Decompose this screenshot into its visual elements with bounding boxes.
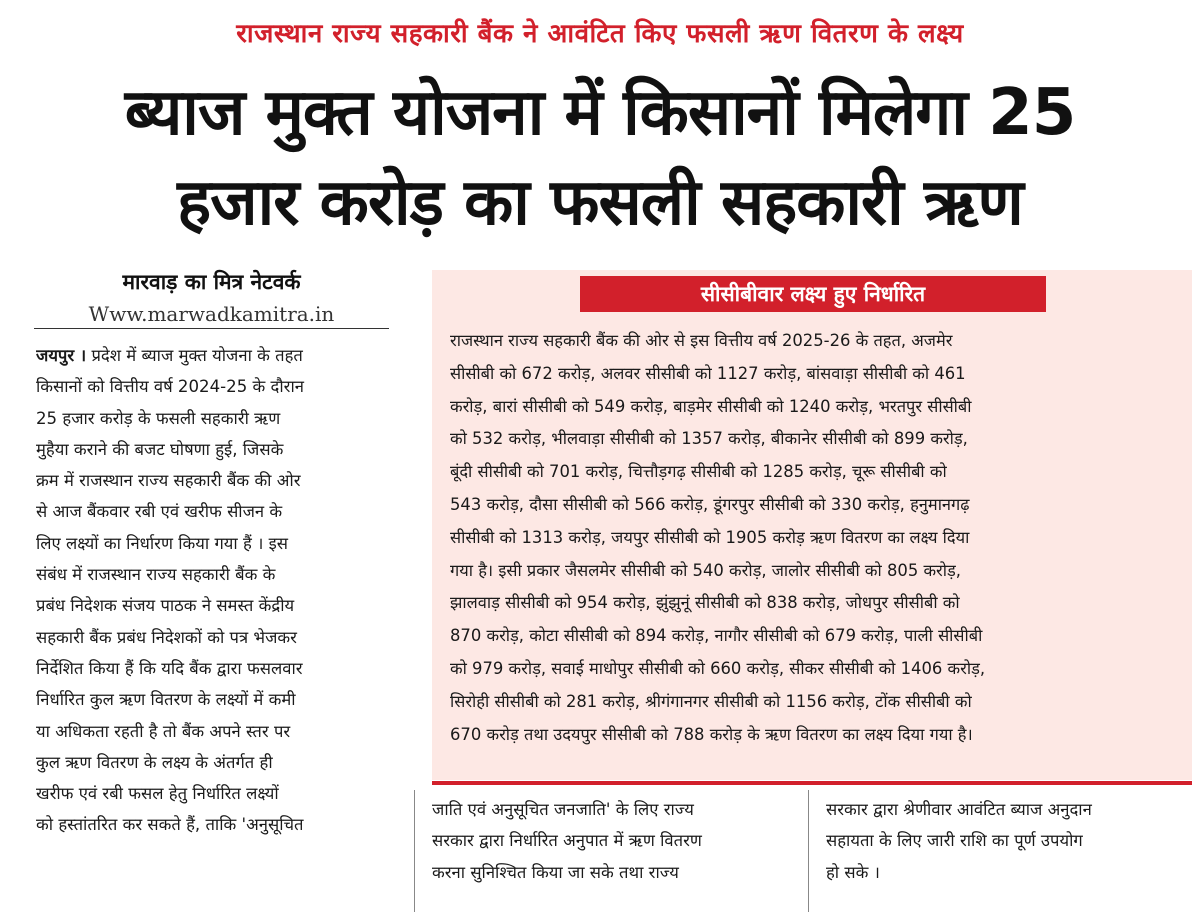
byline: मारवाड़ का मित्र नेटवर्क xyxy=(122,270,301,294)
left-column xyxy=(36,340,398,841)
left-column-line-text: प्रदेश में ब्याज मुक्त योजना के तहत xyxy=(86,346,303,365)
box-subheading: सीसीबीवार लक्ष्य हुए निर्धारित xyxy=(580,276,1046,312)
column-divider xyxy=(808,790,809,912)
left-column-line: को हस्तांतरित कर सकते हैं, ताकि 'अनुसूचित xyxy=(36,815,304,835)
column-divider xyxy=(414,790,415,912)
left-column-line: लिए लक्ष्यों का निर्धारण किया गया हैं । इस xyxy=(36,533,289,553)
box-line: को 532 करोड़, भीलवाड़ा सीसीबी को 1357 करोड़, बीकानेर सीसीबी को 899 करोड़, xyxy=(450,429,968,449)
box-line: 543 करोड़, दौसा सीसीबी को 566 करोड़, डूंगरपुर सीसीबी को 330 करोड़, हनुमानगढ़ xyxy=(450,494,970,514)
left-column-line: से आज बैंकवार रबी एवं खरीफ सीजन के xyxy=(36,502,283,522)
left-column-line xyxy=(36,340,398,371)
box-line: गया है। इसी प्रकार जैसलमेर सीसीबी को 540 करोड़, जालोर सीसीबी को 805 करोड़, xyxy=(450,560,961,580)
right-column-line: हो सके । xyxy=(826,862,880,882)
box-line: को 979 करोड़, सवाई माधोपुर सीसीबी को 660 करोड़, सीकर सीसीबी को 1406 करोड़, xyxy=(450,658,986,678)
box-line: 670 करोड़ तथा उदयपुर सीसीबी को 788 करोड़ के ऋण वितरण का लक्ष्य दिया गया है। xyxy=(450,724,973,744)
left-column-line: संबंध में राजस्थान राज्य सहकारी बैंक के xyxy=(36,565,276,585)
left-column-line: निर्देशित किया हैं कि यदि बैंक द्वारा फसलवार xyxy=(36,658,303,678)
box-line: सिरोही सीसीबी को 281 करोड़, श्रीगंगानगर सीसीबी को 1156 करोड़, टोंक सीसीबी को xyxy=(450,691,972,711)
box-line: 870 करोड़, कोटा सीसीबी को 894 करोड़, नागौर सीसीबी को 679 करोड़, पाली सीसीबी xyxy=(450,626,983,646)
box-line: सीसीबी को 1313 करोड़, जयपुर सीसीबी को 1905 करोड़ ऋण वितरण का लक्ष्य दिया xyxy=(450,527,970,547)
left-column-line: किसानों को वित्तीय वर्ष 2024-25 के दौरान xyxy=(36,377,304,397)
box-line: सीसीबी को 672 करोड़, अलवर सीसीबी को 1127 करोड़, बांसवाड़ा सीसीबी को 461 xyxy=(450,363,966,383)
middle-column xyxy=(432,794,794,888)
website-url: Www.marwadkamitra.in xyxy=(34,302,389,329)
middle-column-line: सरकार द्वारा निर्धारित अनुपात में ऋण वितरण xyxy=(432,831,702,851)
left-column-line: कुल ऋण वितरण के लक्ष्य के अंतर्गत ही xyxy=(36,752,273,772)
box-body xyxy=(450,325,1178,751)
box-line: बूंदी सीसीबी को 701 करोड़, चित्तौड़गढ़ सीसीबी को 1285 करोड़, चूरू सीसीबी को xyxy=(450,462,947,482)
article-kicker: राजस्थान राज्य सहकारी बैंक ने आवंटित किए फसली ऋण वितरण के लक्ष्य xyxy=(236,19,964,49)
left-column-line: प्रबंध निदेशक संजय पाठक ने समस्त केंद्रीय xyxy=(36,596,295,616)
middle-column-line: जाति एवं अनुसूचित जनजाति' के लिए राज्य xyxy=(432,800,694,819)
left-column-line: या अधिकता रहती है तो बैंक अपने स्तर पर xyxy=(36,721,291,741)
left-column-line: मुहैया कराने की बजट घोषणा हुई, जिसके xyxy=(36,439,284,459)
headline-line-2: हजार करोड़ का फसली सहकारी ऋण xyxy=(177,166,1023,240)
left-column-line: खरीफ एवं रबी फसल हेतु निर्धारित लक्ष्यों xyxy=(36,784,279,804)
right-column-line: सहायता के लिए जारी राशि का पूर्ण उपयोग xyxy=(826,831,1083,851)
box-line: राजस्थान राज्य सहकारी बैंक की ओर से इस वित्तीय वर्ष 2025-26 के तहत, अजमेर xyxy=(450,331,953,350)
box-line: करोड़, बारां सीसीबी को 549 करोड़, बाड़मेर सीसीबी को 1240 करोड़, भरतपुर सीसीबी xyxy=(450,396,972,416)
right-column xyxy=(826,794,1176,888)
article-headline xyxy=(20,68,1180,248)
highlight-box-rule xyxy=(432,781,1192,785)
left-column-line: 25 हजार करोड़ के फसली सहकारी ऋण xyxy=(36,408,281,428)
middle-column-line: करना सुनिश्चित किया जा सके तथा राज्य xyxy=(432,862,679,882)
left-column-line: सहकारी बैंक प्रबंध निदेशकों को पत्र भेजकर xyxy=(36,627,297,647)
headline-line-1: ब्याज मुक्त योजना में किसानों मिलेगा 25 xyxy=(124,76,1076,150)
dateline: जयपुर । xyxy=(36,346,87,365)
right-column-line: सरकार द्वारा श्रेणीवार आवंटित ब्याज अनुदान xyxy=(826,800,1092,819)
left-column-line: निर्धारित कुल ऋण वितरण के लक्ष्यों में कमी xyxy=(36,690,296,710)
box-line: झालवाड़ सीसीबी को 954 करोड़, झुंझुनूं सीसीबी को 838 करोड़, जोधपुर सीसीबी को xyxy=(450,593,960,613)
left-column-line: क्रम में राजस्थान राज्य सहकारी बैंक की ओर xyxy=(36,471,301,491)
